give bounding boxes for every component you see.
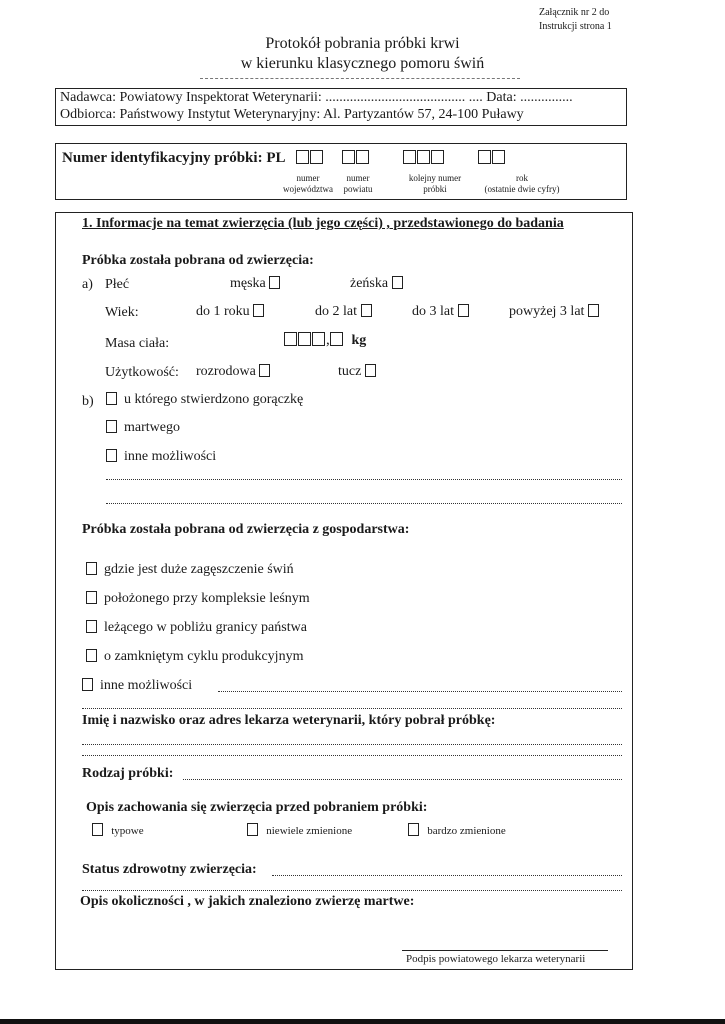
b-option-2: martwego bbox=[106, 420, 180, 436]
a-marker: a) bbox=[82, 277, 93, 292]
signature-line[interactable] bbox=[402, 950, 608, 951]
health-line-2[interactable] bbox=[82, 890, 622, 891]
behaviour-label: Opis zachowania się zwierzęcia przed pobraniem próbki: bbox=[86, 800, 428, 815]
farm-checkbox-2[interactable] bbox=[86, 591, 97, 604]
id-group-sample-number[interactable] bbox=[403, 149, 445, 167]
sender-line: Nadawca: Powiatowy Inspektorat Weterynarii: ........................................ .... Data: ............... bbox=[60, 90, 573, 105]
b-other-line-1[interactable] bbox=[106, 479, 622, 480]
usage-option-1: rozrodowa bbox=[196, 364, 270, 380]
scan-edge bbox=[0, 1019, 725, 1024]
age-checkbox-1[interactable] bbox=[253, 304, 264, 317]
farm-option-5: inne możliwości bbox=[82, 678, 192, 694]
b-other-line-2[interactable] bbox=[106, 503, 622, 504]
male-checkbox[interactable] bbox=[269, 276, 280, 289]
age-option-1: do 1 roku bbox=[196, 304, 264, 320]
id-group-year[interactable] bbox=[478, 149, 506, 167]
caption-sample-number: kolejny numer próbki bbox=[408, 173, 462, 194]
farm-other-line-1[interactable] bbox=[218, 691, 622, 692]
caption-year: rok (ostatnie dwie cyfry) bbox=[484, 173, 560, 194]
sex-male: męska bbox=[230, 276, 280, 292]
annex-line-2: Instrukcji strona 1 bbox=[539, 21, 612, 32]
behaviour-checkbox-2[interactable] bbox=[247, 823, 258, 836]
taken-from-animal: Próbka została pobrana od zwierzęcia: bbox=[82, 253, 314, 268]
recipient-address: Al. Partyzantów 57, 24-100 Puławy bbox=[323, 107, 524, 122]
caption-county: numer powiatu bbox=[343, 173, 373, 194]
sex-label: Płeć bbox=[105, 277, 130, 292]
female-checkbox[interactable] bbox=[392, 276, 403, 289]
vet-line-2[interactable] bbox=[82, 755, 622, 756]
title-line-1: Protokół pobrania próbki krwi bbox=[265, 35, 460, 52]
farm-option-2: położonego przy kompleksie leśnym bbox=[86, 591, 310, 607]
behaviour-checkbox-1[interactable] bbox=[92, 823, 103, 836]
b-checkbox-1[interactable] bbox=[106, 392, 117, 405]
farm-checkbox-3[interactable] bbox=[86, 620, 97, 633]
mass-unit: kg bbox=[351, 333, 367, 348]
behaviour-option-3: bardzo zmienione bbox=[408, 823, 506, 837]
health-label: Status zdrowotny zwierzęcia: bbox=[82, 862, 257, 877]
behaviour-option-2: niewiele zmienione bbox=[247, 823, 352, 837]
age-label: Wiek: bbox=[105, 305, 139, 320]
usage-checkbox-2[interactable] bbox=[365, 364, 376, 377]
age-option-4: powyżej 3 lat bbox=[509, 304, 599, 320]
b-checkbox-3[interactable] bbox=[106, 449, 117, 462]
sample-type-label: Rodzaj próbki: bbox=[82, 766, 174, 781]
age-checkbox-2[interactable] bbox=[361, 304, 372, 317]
usage-option-2: tucz bbox=[338, 364, 376, 380]
title-underline bbox=[200, 78, 520, 79]
health-line-1[interactable] bbox=[272, 875, 622, 876]
sex-female: żeńska bbox=[350, 276, 403, 292]
taken-from-farm: Próbka została pobrana od zwierzęcia z gospodarstwa: bbox=[82, 522, 410, 537]
vet-line-1[interactable] bbox=[82, 744, 622, 745]
sample-id-prefix: PL bbox=[266, 150, 286, 166]
sample-id-label: Numer identyfikacyjny próbki: PL bbox=[62, 150, 286, 166]
farm-checkbox-5[interactable] bbox=[82, 678, 93, 691]
vet-label: Imię i nazwisko oraz adres lekarza weterynarii, który pobrał próbkę: bbox=[82, 713, 496, 728]
behaviour-checkbox-3[interactable] bbox=[408, 823, 419, 836]
farm-checkbox-1[interactable] bbox=[86, 562, 97, 575]
recipient-label: Odbiorca: Państwowy Instytut Weterynaryjny: bbox=[60, 107, 321, 122]
b-marker: b) bbox=[82, 394, 94, 409]
signature-caption: Podpis powiatowego lekarza weterynarii bbox=[406, 953, 586, 965]
mass-field[interactable]: , kg bbox=[284, 332, 366, 349]
recipient-line bbox=[60, 107, 524, 123]
id-group-county[interactable] bbox=[342, 149, 370, 167]
age-checkbox-4[interactable] bbox=[588, 304, 599, 317]
age-option-3: do 3 lat bbox=[412, 304, 469, 320]
usage-label: Użytkowość: bbox=[105, 365, 179, 380]
age-option-2: do 2 lat bbox=[315, 304, 372, 320]
usage-checkbox-1[interactable] bbox=[259, 364, 270, 377]
b-checkbox-2[interactable] bbox=[106, 420, 117, 433]
sample-type-line[interactable] bbox=[183, 779, 622, 780]
farm-option-1: gdzie jest duże zagęszczenie świń bbox=[86, 562, 294, 578]
caption-voivodeship: numer województwa bbox=[283, 173, 333, 194]
id-group-voivodeship[interactable] bbox=[296, 149, 324, 167]
mass-label: Masa ciała: bbox=[105, 336, 170, 351]
b-option-3: inne możliwości bbox=[106, 449, 216, 465]
farm-other-line-2[interactable] bbox=[82, 708, 622, 709]
farm-option-3: leżącego w pobliżu granicy państwa bbox=[86, 620, 307, 636]
behaviour-option-1: typowe bbox=[92, 823, 144, 837]
farm-option-4: o zamkniętym cyklu produkcyjnym bbox=[86, 649, 303, 665]
farm-checkbox-4[interactable] bbox=[86, 649, 97, 662]
annex-line-1: Załącznik nr 2 do bbox=[539, 7, 610, 18]
age-checkbox-3[interactable] bbox=[458, 304, 469, 317]
title-line-2: w kierunku klasycznego pomoru świń bbox=[240, 55, 485, 72]
b-option-1: u którego stwierdzono gorączkę bbox=[106, 392, 303, 408]
section1-heading: 1. Informacje na temat zwierzęcia (lub jego części) , przedstawionego do badania bbox=[82, 216, 564, 231]
dead-label: Opis okoliczności , w jakich znaleziono zwierzę martwe: bbox=[80, 894, 415, 909]
